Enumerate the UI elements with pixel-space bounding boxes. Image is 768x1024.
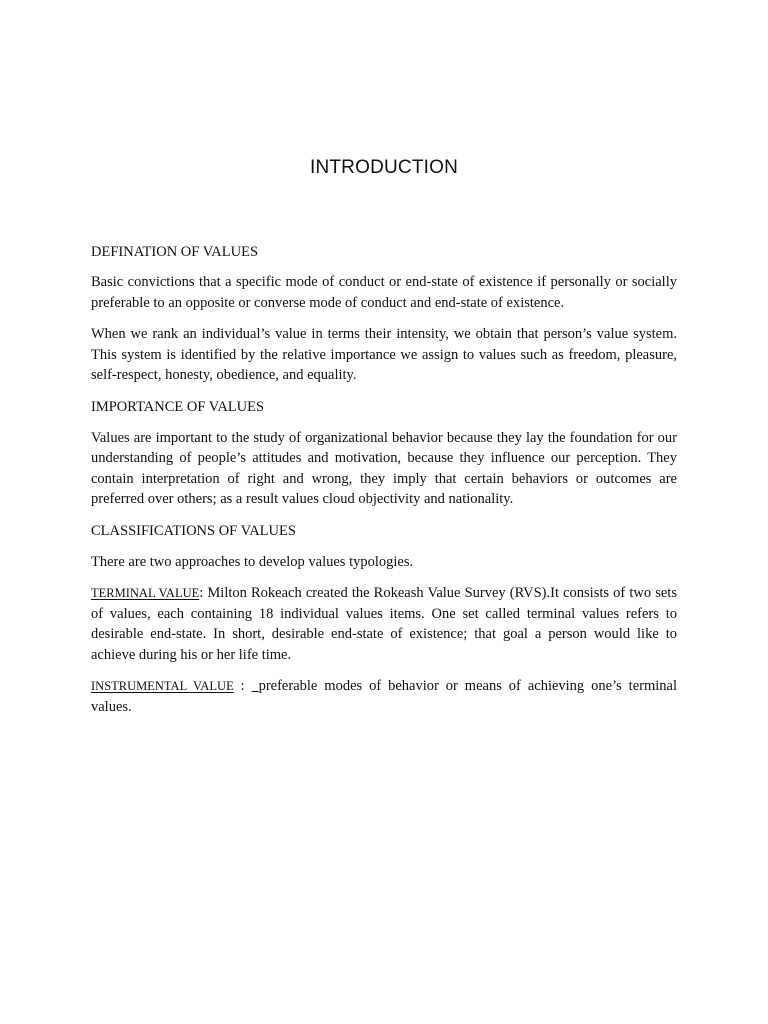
instrumental-value-label: INSTRUMENTAL VALUE bbox=[91, 679, 234, 693]
terminal-value-label: TERMINAL VALUE bbox=[91, 586, 200, 600]
section-heading-definition: DEFINATION OF VALUES bbox=[91, 244, 259, 260]
terminal-value-paragraph bbox=[91, 583, 677, 665]
page-title: INTRODUCTION bbox=[309, 157, 459, 178]
section-heading-importance: IMPORTANCE OF VALUES bbox=[91, 398, 265, 415]
instrumental-value-text: preferable modes of behavior or means of achieving one’s terminal values. bbox=[91, 678, 677, 715]
definition-paragraph-2: When we rank an individual’s value in terms their intensity, we obtain that person’s value system. This system is identified by the relative importance we assign to values such as freedom, pleasure, self-respect, honesty, obedience, and equality. bbox=[91, 326, 677, 383]
document-body bbox=[91, 242, 677, 717]
definition-paragraph-1: Basic convictions that a specific mode of conduct or end-state of existence if personally or socially preferable to an opposite or converse mode of conduct and end-state of existence. bbox=[91, 274, 677, 311]
instrumental-value-separator: : bbox=[233, 678, 252, 694]
section-heading-classifications: CLASSIFICATIONS OF VALUES bbox=[91, 522, 296, 539]
underline-gap bbox=[252, 678, 259, 694]
importance-paragraph: Values are important to the study of organizational behavior because they lay the foundation for our understanding of people’s attitudes and motivation, because they influence our perception. They contain interpretation of right and wrong, they imply that certain behaviors or outcomes are preferred over others; as a result values cloud objectivity and nationality. bbox=[91, 429, 677, 507]
terminal-value-text: : Milton Rokeach created the Rokeash Value Survey (RVS).It consists of two sets of values, each containing 18 individual values items. One set called terminal values refers to desirable end-state. In short, desirable end-state of existence; that goal a person would like to achieve during his or her life time. bbox=[91, 585, 677, 663]
instrumental-value-paragraph bbox=[91, 676, 677, 717]
classifications-intro: There are two approaches to develop values typologies. bbox=[91, 553, 414, 570]
